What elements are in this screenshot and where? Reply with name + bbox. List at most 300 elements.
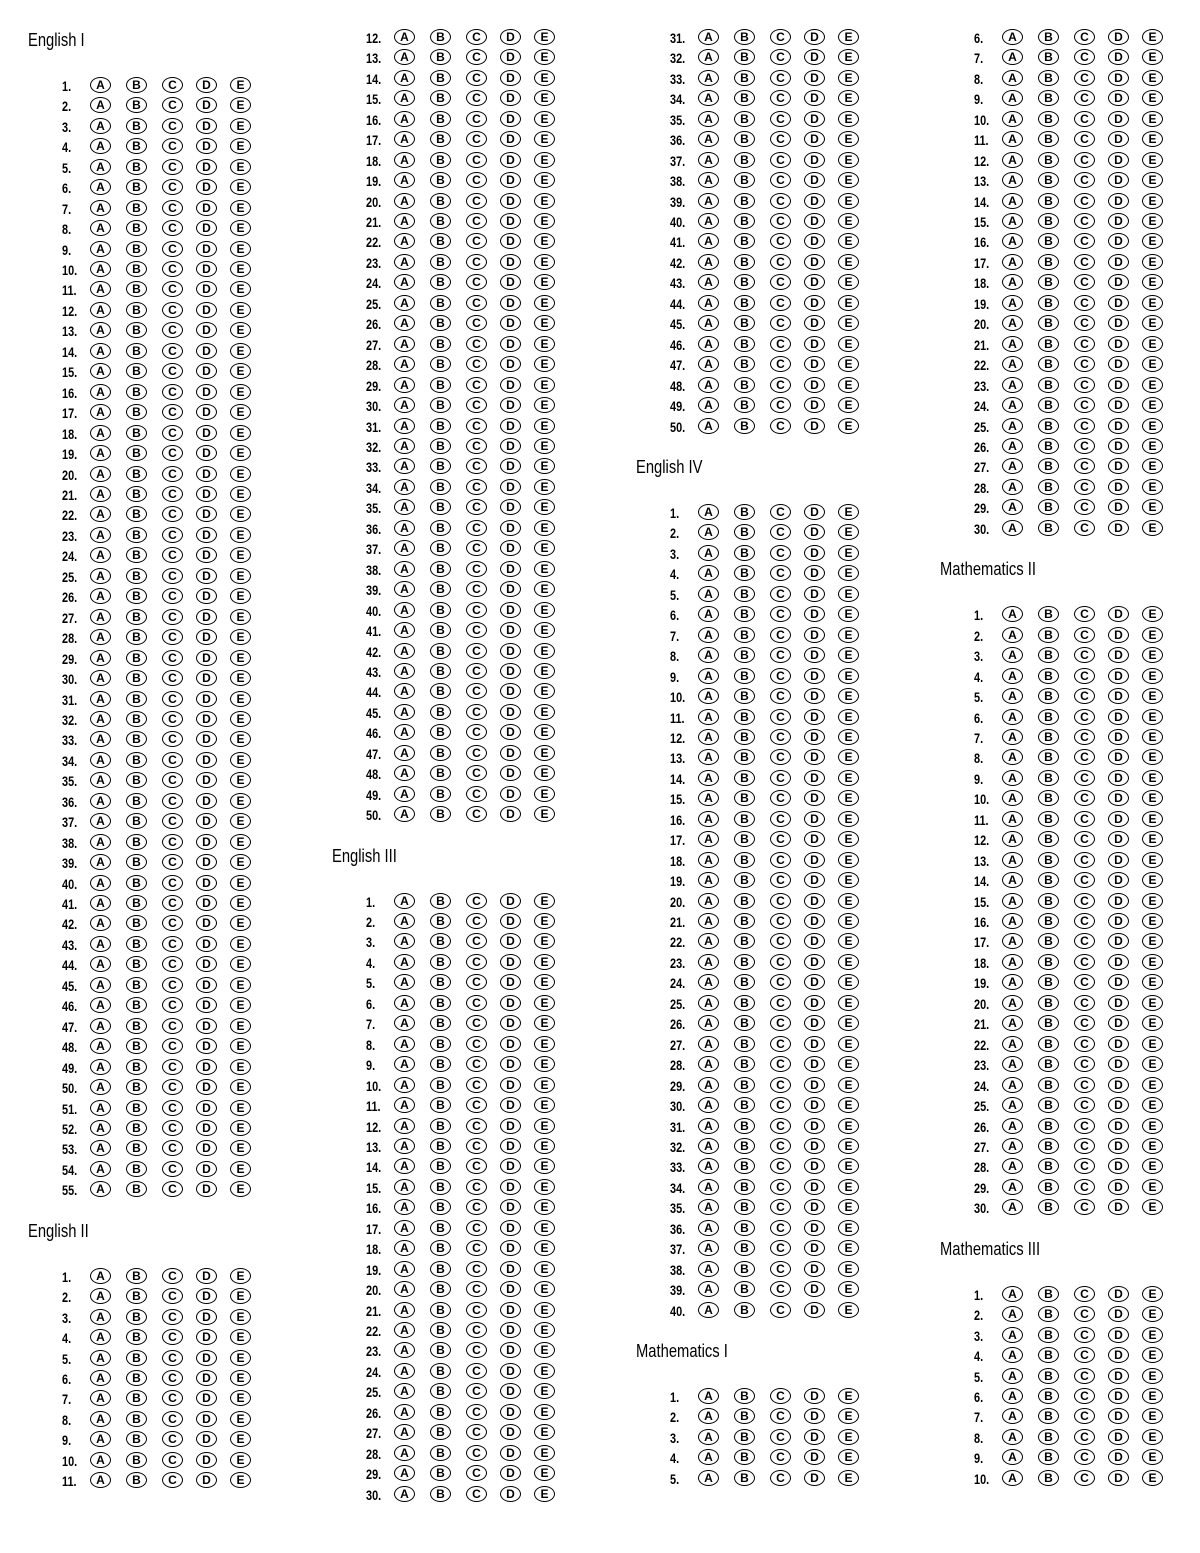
answer-bubble-a[interactable]: A [90,506,111,522]
answer-bubble-e[interactable]: E [534,1199,555,1215]
answer-bubble-b[interactable]: B [126,1161,147,1177]
answer-bubble-b[interactable]: B [430,49,451,65]
answer-bubble-a[interactable]: A [698,1220,719,1236]
answer-bubble-d[interactable]: D [804,111,825,127]
answer-bubble-d[interactable]: D [1108,111,1129,127]
answer-bubble-a[interactable]: A [90,1038,111,1054]
answer-bubble-b[interactable]: B [1038,709,1059,725]
answer-bubble-d[interactable]: D [500,152,521,168]
answer-bubble-a[interactable]: A [1002,913,1023,929]
answer-bubble-d[interactable]: D [804,233,825,249]
answer-bubble-d[interactable]: D [500,233,521,249]
answer-bubble-a[interactable]: A [394,1015,415,1031]
answer-bubble-b[interactable]: B [1038,438,1059,454]
answer-bubble-a[interactable]: A [698,872,719,888]
answer-bubble-a[interactable]: A [1002,336,1023,352]
answer-bubble-a[interactable]: A [698,1179,719,1195]
answer-bubble-a[interactable]: A [90,1370,111,1386]
answer-bubble-e[interactable]: E [230,997,251,1013]
answer-bubble-d[interactable]: D [500,933,521,949]
answer-bubble-e[interactable]: E [534,1179,555,1195]
answer-bubble-b[interactable]: B [126,1452,147,1468]
answer-bubble-b[interactable]: B [126,159,147,175]
answer-bubble-c[interactable]: C [162,1288,183,1304]
answer-bubble-b[interactable]: B [1038,647,1059,663]
answer-bubble-a[interactable]: A [1002,729,1023,745]
answer-bubble-a[interactable]: A [394,995,415,1011]
answer-bubble-a[interactable]: A [394,1383,415,1399]
answer-bubble-e[interactable]: E [230,772,251,788]
answer-bubble-e[interactable]: E [1142,933,1163,949]
answer-bubble-a[interactable]: A [90,527,111,543]
answer-bubble-b[interactable]: B [734,29,755,45]
answer-bubble-b[interactable]: B [126,241,147,257]
answer-bubble-a[interactable]: A [1002,1347,1023,1363]
answer-bubble-b[interactable]: B [1038,668,1059,684]
answer-bubble-e[interactable]: E [1142,1138,1163,1154]
answer-bubble-d[interactable]: D [196,1181,217,1197]
answer-bubble-e[interactable]: E [230,752,251,768]
answer-bubble-c[interactable]: C [466,540,487,556]
answer-bubble-c[interactable]: C [1074,606,1095,622]
answer-bubble-e[interactable]: E [534,1036,555,1052]
answer-bubble-e[interactable]: E [534,1056,555,1072]
answer-bubble-c[interactable]: C [770,213,791,229]
answer-bubble-b[interactable]: B [430,1486,451,1502]
answer-bubble-a[interactable]: A [90,547,111,563]
answer-bubble-e[interactable]: E [1142,479,1163,495]
answer-bubble-d[interactable]: D [196,895,217,911]
answer-bubble-d[interactable]: D [196,445,217,461]
answer-bubble-c[interactable]: C [162,527,183,543]
answer-bubble-c[interactable]: C [1074,29,1095,45]
answer-bubble-e[interactable]: E [534,438,555,454]
answer-bubble-c[interactable]: C [162,466,183,482]
answer-bubble-d[interactable]: D [804,933,825,949]
answer-bubble-c[interactable]: C [1074,233,1095,249]
answer-bubble-e[interactable]: E [230,813,251,829]
answer-bubble-e[interactable]: E [534,1158,555,1174]
answer-bubble-a[interactable]: A [394,233,415,249]
answer-bubble-a[interactable]: A [90,956,111,972]
answer-bubble-a[interactable]: A [394,458,415,474]
answer-bubble-d[interactable]: D [1108,295,1129,311]
answer-bubble-c[interactable]: C [162,97,183,113]
answer-bubble-d[interactable]: D [500,724,521,740]
answer-bubble-b[interactable]: B [126,363,147,379]
answer-bubble-a[interactable]: A [698,1097,719,1113]
answer-bubble-e[interactable]: E [838,1097,859,1113]
answer-bubble-e[interactable]: E [838,233,859,249]
answer-bubble-e[interactable]: E [1142,295,1163,311]
answer-bubble-e[interactable]: E [534,704,555,720]
answer-bubble-c[interactable]: C [1074,1199,1095,1215]
answer-bubble-b[interactable]: B [126,650,147,666]
answer-bubble-c[interactable]: C [162,1018,183,1034]
answer-bubble-a[interactable]: A [698,770,719,786]
answer-bubble-d[interactable]: D [804,1158,825,1174]
answer-bubble-d[interactable]: D [500,213,521,229]
answer-bubble-c[interactable]: C [770,545,791,561]
answer-bubble-d[interactable]: D [500,786,521,802]
answer-bubble-d[interactable]: D [1108,1118,1129,1134]
answer-bubble-a[interactable]: A [698,749,719,765]
answer-bubble-e[interactable]: E [534,49,555,65]
answer-bubble-d[interactable]: D [1108,1036,1129,1052]
answer-bubble-e[interactable]: E [534,1383,555,1399]
answer-bubble-a[interactable]: A [394,1404,415,1420]
answer-bubble-b[interactable]: B [126,711,147,727]
answer-bubble-a[interactable]: A [1002,995,1023,1011]
answer-bubble-a[interactable]: A [1002,377,1023,393]
answer-bubble-e[interactable]: E [838,668,859,684]
answer-bubble-e[interactable]: E [838,152,859,168]
answer-bubble-d[interactable]: D [1108,709,1129,725]
answer-bubble-d[interactable]: D [500,254,521,270]
answer-bubble-a[interactable]: A [1002,974,1023,990]
answer-bubble-e[interactable]: E [1142,29,1163,45]
answer-bubble-c[interactable]: C [466,1342,487,1358]
answer-bubble-d[interactable]: D [804,790,825,806]
answer-bubble-e[interactable]: E [230,629,251,645]
answer-bubble-b[interactable]: B [430,315,451,331]
answer-bubble-e[interactable]: E [838,29,859,45]
answer-bubble-c[interactable]: C [466,49,487,65]
answer-bubble-c[interactable]: C [466,1158,487,1174]
answer-bubble-d[interactable]: D [804,749,825,765]
answer-bubble-e[interactable]: E [838,1179,859,1195]
answer-bubble-d[interactable]: D [196,363,217,379]
answer-bubble-e[interactable]: E [1142,647,1163,663]
answer-bubble-c[interactable]: C [1074,1077,1095,1093]
answer-bubble-d[interactable]: D [500,274,521,290]
answer-bubble-b[interactable]: B [734,70,755,86]
answer-bubble-d[interactable]: D [196,568,217,584]
answer-bubble-e[interactable]: E [230,834,251,850]
answer-bubble-c[interactable]: C [466,1179,487,1195]
answer-bubble-e[interactable]: E [838,274,859,290]
answer-bubble-d[interactable]: D [1108,193,1129,209]
answer-bubble-b[interactable]: B [430,377,451,393]
answer-bubble-d[interactable]: D [1108,29,1129,45]
answer-bubble-a[interactable]: A [698,1015,719,1031]
answer-bubble-a[interactable]: A [394,254,415,270]
answer-bubble-c[interactable]: C [162,793,183,809]
answer-bubble-d[interactable]: D [196,936,217,952]
answer-bubble-e[interactable]: E [838,397,859,413]
answer-bubble-c[interactable]: C [770,913,791,929]
answer-bubble-a[interactable]: A [698,193,719,209]
answer-bubble-e[interactable]: E [230,1059,251,1075]
answer-bubble-c[interactable]: C [162,1268,183,1284]
answer-bubble-d[interactable]: D [500,765,521,781]
answer-bubble-b[interactable]: B [1038,1158,1059,1174]
answer-bubble-b[interactable]: B [126,1288,147,1304]
answer-bubble-a[interactable]: A [90,772,111,788]
answer-bubble-a[interactable]: A [698,1281,719,1297]
answer-bubble-d[interactable]: D [500,643,521,659]
answer-bubble-c[interactable]: C [770,152,791,168]
answer-bubble-a[interactable]: A [698,668,719,684]
answer-bubble-d[interactable]: D [500,683,521,699]
answer-bubble-b[interactable]: B [1038,479,1059,495]
answer-bubble-c[interactable]: C [162,486,183,502]
answer-bubble-e[interactable]: E [1142,995,1163,1011]
answer-bubble-c[interactable]: C [1074,111,1095,127]
answer-bubble-b[interactable]: B [734,49,755,65]
answer-bubble-d[interactable]: D [804,315,825,331]
answer-bubble-b[interactable]: B [1038,1347,1059,1363]
answer-bubble-b[interactable]: B [430,172,451,188]
answer-bubble-e[interactable]: E [1142,499,1163,515]
answer-bubble-e[interactable]: E [534,561,555,577]
answer-bubble-d[interactable]: D [1108,1179,1129,1195]
answer-bubble-a[interactable]: A [698,233,719,249]
answer-bubble-b[interactable]: B [1038,995,1059,1011]
answer-bubble-d[interactable]: D [196,322,217,338]
answer-bubble-c[interactable]: C [466,1424,487,1440]
answer-bubble-c[interactable]: C [770,1097,791,1113]
answer-bubble-d[interactable]: D [804,524,825,540]
answer-bubble-e[interactable]: E [838,1408,859,1424]
answer-bubble-d[interactable]: D [804,606,825,622]
answer-bubble-b[interactable]: B [734,524,755,540]
answer-bubble-c[interactable]: C [770,954,791,970]
answer-bubble-d[interactable]: D [500,397,521,413]
answer-bubble-e[interactable]: E [230,1411,251,1427]
answer-bubble-e[interactable]: E [838,954,859,970]
answer-bubble-e[interactable]: E [534,1281,555,1297]
answer-bubble-c[interactable]: C [162,281,183,297]
answer-bubble-a[interactable]: A [1002,647,1023,663]
answer-bubble-d[interactable]: D [196,1472,217,1488]
answer-bubble-b[interactable]: B [126,220,147,236]
answer-bubble-a[interactable]: A [1002,1138,1023,1154]
answer-bubble-c[interactable]: C [1074,790,1095,806]
answer-bubble-e[interactable]: E [838,974,859,990]
answer-bubble-b[interactable]: B [734,831,755,847]
answer-bubble-b[interactable]: B [126,97,147,113]
answer-bubble-e[interactable]: E [1142,458,1163,474]
answer-bubble-c[interactable]: C [1074,1138,1095,1154]
answer-bubble-a[interactable]: A [1002,1118,1023,1134]
answer-bubble-e[interactable]: E [230,568,251,584]
answer-bubble-b[interactable]: B [734,1429,755,1445]
answer-bubble-e[interactable]: E [230,322,251,338]
answer-bubble-a[interactable]: A [1002,1199,1023,1215]
answer-bubble-a[interactable]: A [394,172,415,188]
answer-bubble-e[interactable]: E [230,466,251,482]
answer-bubble-e[interactable]: E [838,1220,859,1236]
answer-bubble-b[interactable]: B [734,749,755,765]
answer-bubble-b[interactable]: B [126,691,147,707]
answer-bubble-c[interactable]: C [466,152,487,168]
answer-bubble-d[interactable]: D [500,622,521,638]
answer-bubble-d[interactable]: D [804,1261,825,1277]
answer-bubble-a[interactable]: A [90,1181,111,1197]
answer-bubble-d[interactable]: D [804,172,825,188]
answer-bubble-c[interactable]: C [162,731,183,747]
answer-bubble-b[interactable]: B [126,404,147,420]
answer-bubble-d[interactable]: D [1108,377,1129,393]
answer-bubble-b[interactable]: B [430,745,451,761]
answer-bubble-b[interactable]: B [1038,131,1059,147]
answer-bubble-e[interactable]: E [1142,377,1163,393]
answer-bubble-e[interactable]: E [230,384,251,400]
answer-bubble-e[interactable]: E [838,770,859,786]
answer-bubble-d[interactable]: D [500,1199,521,1215]
answer-bubble-c[interactable]: C [466,724,487,740]
answer-bubble-c[interactable]: C [770,1199,791,1215]
answer-bubble-e[interactable]: E [838,1388,859,1404]
answer-bubble-a[interactable]: A [90,997,111,1013]
answer-bubble-e[interactable]: E [534,1424,555,1440]
answer-bubble-e[interactable]: E [1142,790,1163,806]
answer-bubble-c[interactable]: C [770,606,791,622]
answer-bubble-b[interactable]: B [126,281,147,297]
answer-bubble-b[interactable]: B [734,586,755,602]
answer-bubble-a[interactable]: A [394,540,415,556]
answer-bubble-a[interactable]: A [698,295,719,311]
answer-bubble-d[interactable]: D [500,974,521,990]
answer-bubble-e[interactable]: E [838,1240,859,1256]
answer-bubble-c[interactable]: C [466,356,487,372]
answer-bubble-b[interactable]: B [1038,1097,1059,1113]
answer-bubble-a[interactable]: A [698,647,719,663]
answer-bubble-d[interactable]: D [804,377,825,393]
answer-bubble-a[interactable]: A [394,418,415,434]
answer-bubble-d[interactable]: D [500,1056,521,1072]
answer-bubble-e[interactable]: E [534,1118,555,1134]
answer-bubble-e[interactable]: E [838,688,859,704]
answer-bubble-c[interactable]: C [466,1199,487,1215]
answer-bubble-d[interactable]: D [1108,254,1129,270]
answer-bubble-c[interactable]: C [1074,1388,1095,1404]
answer-bubble-a[interactable]: A [698,377,719,393]
answer-bubble-c[interactable]: C [162,118,183,134]
answer-bubble-a[interactable]: A [698,1077,719,1093]
answer-bubble-b[interactable]: B [126,1100,147,1116]
answer-bubble-d[interactable]: D [804,872,825,888]
answer-bubble-d[interactable]: D [804,418,825,434]
answer-bubble-c[interactable]: C [162,404,183,420]
answer-bubble-e[interactable]: E [534,295,555,311]
answer-bubble-a[interactable]: A [90,1472,111,1488]
answer-bubble-c[interactable]: C [770,852,791,868]
answer-bubble-a[interactable]: A [90,609,111,625]
answer-bubble-c[interactable]: C [466,1302,487,1318]
answer-bubble-c[interactable]: C [770,336,791,352]
answer-bubble-d[interactable]: D [1108,933,1129,949]
answer-bubble-d[interactable]: D [500,1445,521,1461]
answer-bubble-a[interactable]: A [90,588,111,604]
answer-bubble-c[interactable]: C [466,1138,487,1154]
answer-bubble-c[interactable]: C [466,933,487,949]
answer-bubble-b[interactable]: B [126,752,147,768]
answer-bubble-c[interactable]: C [162,1431,183,1447]
answer-bubble-a[interactable]: A [698,1302,719,1318]
answer-bubble-e[interactable]: E [230,1390,251,1406]
answer-bubble-d[interactable]: D [500,1097,521,1113]
answer-bubble-e[interactable]: E [1142,70,1163,86]
answer-bubble-d[interactable]: D [1108,913,1129,929]
answer-bubble-c[interactable]: C [770,811,791,827]
answer-bubble-e[interactable]: E [534,954,555,970]
answer-bubble-a[interactable]: A [394,745,415,761]
answer-bubble-d[interactable]: D [500,1138,521,1154]
answer-bubble-d[interactable]: D [804,131,825,147]
answer-bubble-b[interactable]: B [430,1015,451,1031]
answer-bubble-a[interactable]: A [698,1138,719,1154]
answer-bubble-d[interactable]: D [500,663,521,679]
answer-bubble-c[interactable]: C [162,1411,183,1427]
answer-bubble-e[interactable]: E [230,1100,251,1116]
answer-bubble-c[interactable]: C [466,663,487,679]
answer-bubble-b[interactable]: B [430,806,451,822]
answer-bubble-b[interactable]: B [430,1179,451,1195]
answer-bubble-b[interactable]: B [126,384,147,400]
answer-bubble-a[interactable]: A [698,254,719,270]
answer-bubble-a[interactable]: A [1002,49,1023,65]
answer-bubble-a[interactable]: A [698,356,719,372]
answer-bubble-b[interactable]: B [430,1383,451,1399]
answer-bubble-c[interactable]: C [466,1363,487,1379]
answer-bubble-b[interactable]: B [430,1261,451,1277]
answer-bubble-a[interactable]: A [1002,1036,1023,1052]
answer-bubble-e[interactable]: E [838,1077,859,1093]
answer-bubble-b[interactable]: B [126,670,147,686]
answer-bubble-a[interactable]: A [1002,131,1023,147]
answer-bubble-c[interactable]: C [162,547,183,563]
answer-bubble-d[interactable]: D [500,745,521,761]
answer-bubble-a[interactable]: A [1002,1179,1023,1195]
answer-bubble-c[interactable]: C [1074,1015,1095,1031]
answer-bubble-c[interactable]: C [466,254,487,270]
answer-bubble-d[interactable]: D [500,172,521,188]
answer-bubble-b[interactable]: B [1038,811,1059,827]
answer-bubble-d[interactable]: D [500,1383,521,1399]
answer-bubble-a[interactable]: A [698,1449,719,1465]
answer-bubble-a[interactable]: A [1002,233,1023,249]
answer-bubble-d[interactable]: D [196,466,217,482]
answer-bubble-b[interactable]: B [734,1240,755,1256]
answer-bubble-c[interactable]: C [466,233,487,249]
answer-bubble-e[interactable]: E [1142,438,1163,454]
answer-bubble-b[interactable]: B [734,356,755,372]
answer-bubble-c[interactable]: C [162,322,183,338]
answer-bubble-b[interactable]: B [126,1370,147,1386]
answer-bubble-c[interactable]: C [162,261,183,277]
answer-bubble-c[interactable]: C [466,704,487,720]
answer-bubble-e[interactable]: E [230,138,251,154]
answer-bubble-c[interactable]: C [162,997,183,1013]
answer-bubble-b[interactable]: B [430,1118,451,1134]
answer-bubble-a[interactable]: A [394,377,415,393]
answer-bubble-c[interactable]: C [1074,933,1095,949]
answer-bubble-c[interactable]: C [1074,295,1095,311]
answer-bubble-b[interactable]: B [1038,1077,1059,1093]
answer-bubble-e[interactable]: E [534,1302,555,1318]
answer-bubble-c[interactable]: C [162,956,183,972]
answer-bubble-e[interactable]: E [1142,831,1163,847]
answer-bubble-b[interactable]: B [734,254,755,270]
answer-bubble-c[interactable]: C [1074,90,1095,106]
answer-bubble-e[interactable]: E [1142,688,1163,704]
answer-bubble-a[interactable]: A [394,295,415,311]
answer-bubble-b[interactable]: B [734,893,755,909]
answer-bubble-c[interactable]: C [770,688,791,704]
answer-bubble-b[interactable]: B [734,397,755,413]
